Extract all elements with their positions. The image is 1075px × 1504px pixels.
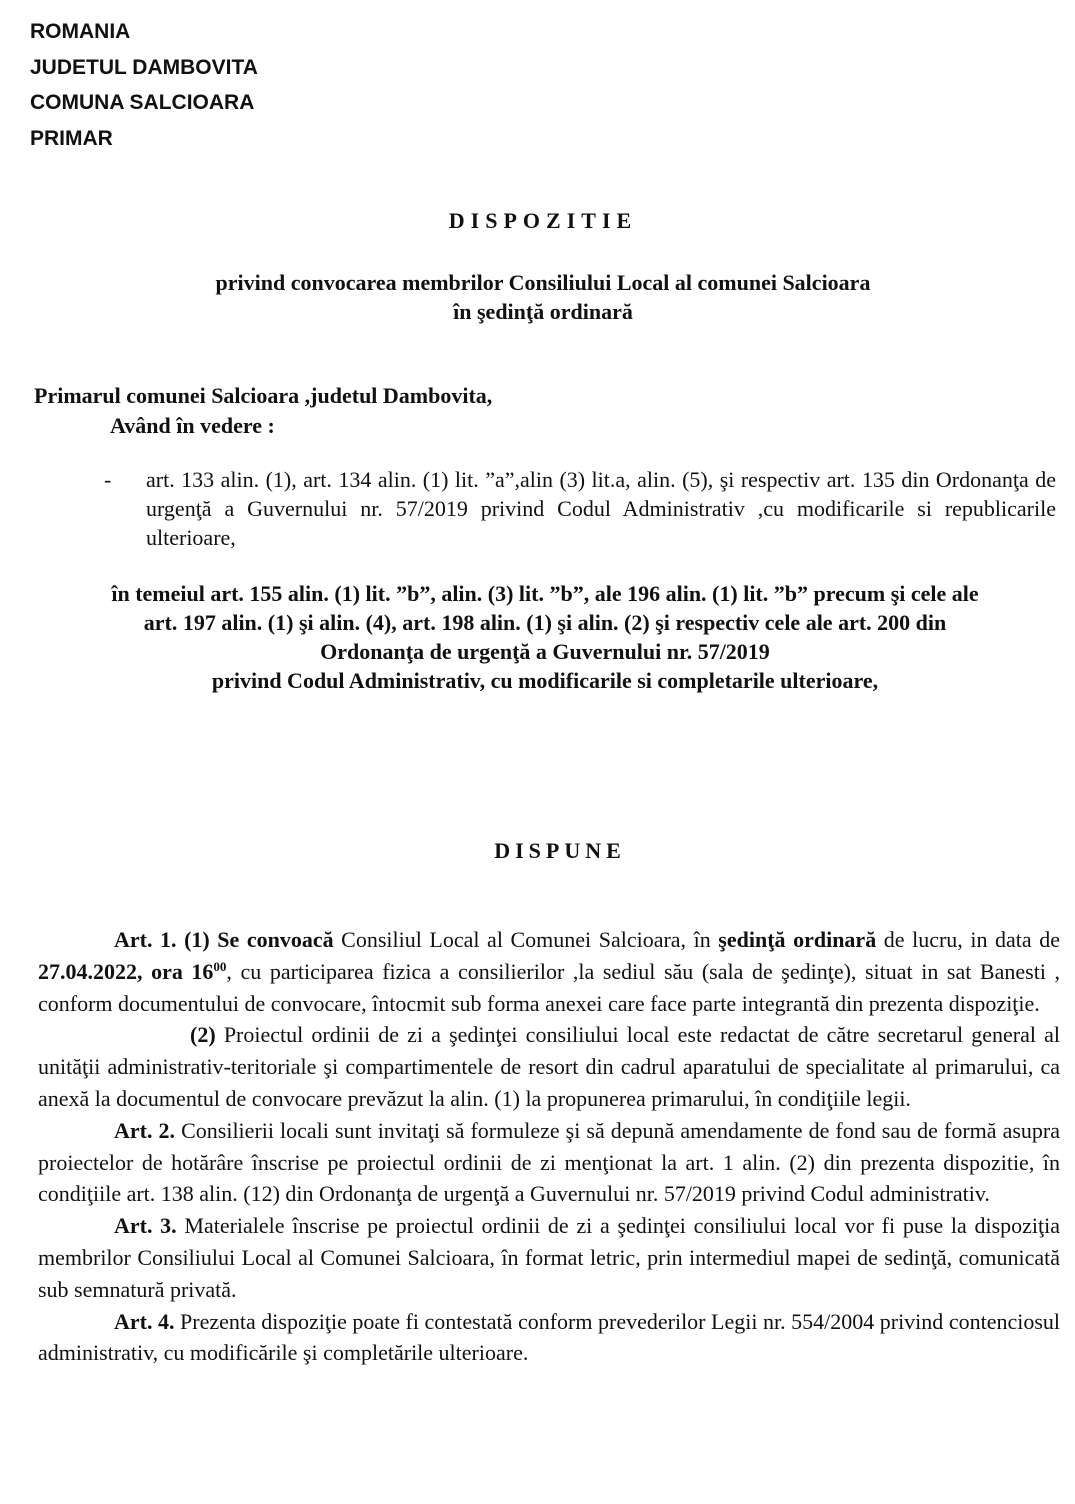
legal-basis-bullet bbox=[104, 465, 1056, 552]
document-header bbox=[30, 14, 258, 156]
legal-grounds-block bbox=[40, 579, 1050, 695]
article-3 bbox=[38, 1210, 1060, 1305]
article-4 bbox=[38, 1306, 1060, 1370]
article-1-date: 27.04.2022, ora 16 bbox=[38, 958, 214, 984]
article-2 bbox=[38, 1115, 1060, 1210]
article-1-text-c: , cu participarea fizica a consilierilor ,la sediul său (sala de şedinţe), situat in sat Banesti , conform documentului de convocare, întocmit sub forma anexei care face parte integrantă din prezenta dispoziţie. bbox=[38, 958, 1061, 1016]
header-country: ROMANIA bbox=[30, 20, 131, 43]
intro-line-2: Având în vedere : bbox=[110, 413, 275, 438]
article-4-label: Art. 4. bbox=[114, 1308, 175, 1334]
subtitle-line-1: privind convocarea membrilor Consiliului Local al comunei Salcioara bbox=[215, 270, 871, 295]
legal-grounds-line-3: Ordonanţa de urgenţă a Guvernului nr. 57/2019 bbox=[320, 639, 770, 664]
intro-block bbox=[34, 381, 492, 441]
subtitle-line-2: în şedinţă ordinară bbox=[453, 299, 633, 324]
article-1-text-b: de lucru, in data de bbox=[876, 927, 1060, 952]
bullet-text: art. 133 alin. (1), art. 134 alin. (1) lit. ”a”,alin (3) lit.a, alin. (5), şi respectiv art. 135 din Ordonanţa de urgenţă a Guvernului nr. 57/2019 privind Codul Administrativ ,cu modificarile si republicarile ulterioare, bbox=[146, 467, 1056, 550]
article-2-text: Consilierii locali sunt invitaţi să formuleze şi să depună amendamente de fond sau de formă asupra proiectelor de hotărâre înscrise pe proiectul ordinii de zi menţionat la art. 1 alin. (2) din prezenta dispozitie, în condiţiile art. 138 alin. (12) din Ordonanţa de urgenţă a Guvernului nr. 57/2019 privind Codul administrativ. bbox=[38, 1117, 1060, 1207]
legal-grounds-line-1: în temeiul art. 155 alin. (1) lit. ”b”, alin. (3) lit. ”b”, ale 196 alin. (1) lit. ”b” precum şi cele ale bbox=[111, 581, 979, 606]
article-1-paragraph-2 bbox=[38, 1019, 1060, 1114]
header-county: JUDETUL DAMBOVITA bbox=[30, 55, 258, 79]
document-subtitle bbox=[0, 268, 1075, 326]
document-title: DISPOZITIE bbox=[448, 208, 638, 233]
article-1-text-a: Consiliul Local al Comunei Salcioara, în bbox=[333, 927, 719, 952]
article-2-label: Art. 2. bbox=[114, 1117, 176, 1143]
legal-grounds-line-4: privind Codul Administrativ, cu modificarile si completarile ulterioare, bbox=[211, 668, 879, 693]
article-3-text: Materialele înscrise pe proiectul ordinii de zi a şedinţei consiliului local vor fi puse la dispoziţia membrilor Consiliului Local al Comunei Salcioara, în format letric, prin intermediul mapei de sedinţă, comunicată sub semnatură privată. bbox=[38, 1213, 1060, 1302]
article-1-label: Art. 1. (1) Se convoacă bbox=[114, 927, 334, 952]
intro-line-1: Primarul comunei Salcioara ,judetul Dambovita, bbox=[34, 383, 493, 408]
article-1-p2-label: (2) bbox=[190, 1022, 216, 1048]
article-1-p2-text: Proiectul ordinii de zi a şedinţei consiliului local este redactat de către secretarul general al unităţii administrativ-teritoriale şi compartimentele de resort din cadrul aparatului de specialitate al primarului, ca anexă la documentul de convocare prevăzut la alin. (1) la propunerea primarului, în condiţiile legii. bbox=[38, 1022, 1060, 1111]
header-commune: COMUNA SALCIOARA bbox=[30, 91, 255, 114]
legal-grounds-line-2: art. 197 alin. (1) şi alin. (4), art. 198 alin. (1) şi alin. (2) şi respectiv cele ale art. 200 din bbox=[143, 610, 947, 635]
article-4-text: Prezenta dispoziţie poate fi contestată conform prevederilor Legii nr. 554/2004 privind contenciosul administrativ, cu modificările şi completările ulterioare. bbox=[38, 1308, 1061, 1366]
article-1-minutes: 00 bbox=[213, 958, 227, 974]
dispune-heading: DISPUNE bbox=[494, 838, 626, 863]
article-3-label: Art. 3. bbox=[114, 1213, 177, 1239]
articles-section bbox=[38, 924, 1060, 1369]
article-1-meeting-type: şedinţă ordinară bbox=[718, 927, 877, 952]
bullet-dash: - bbox=[104, 467, 112, 492]
article-1-date-time bbox=[38, 959, 226, 984]
article-1-paragraph-1 bbox=[38, 924, 1060, 1019]
header-office: PRIMAR bbox=[30, 126, 113, 150]
